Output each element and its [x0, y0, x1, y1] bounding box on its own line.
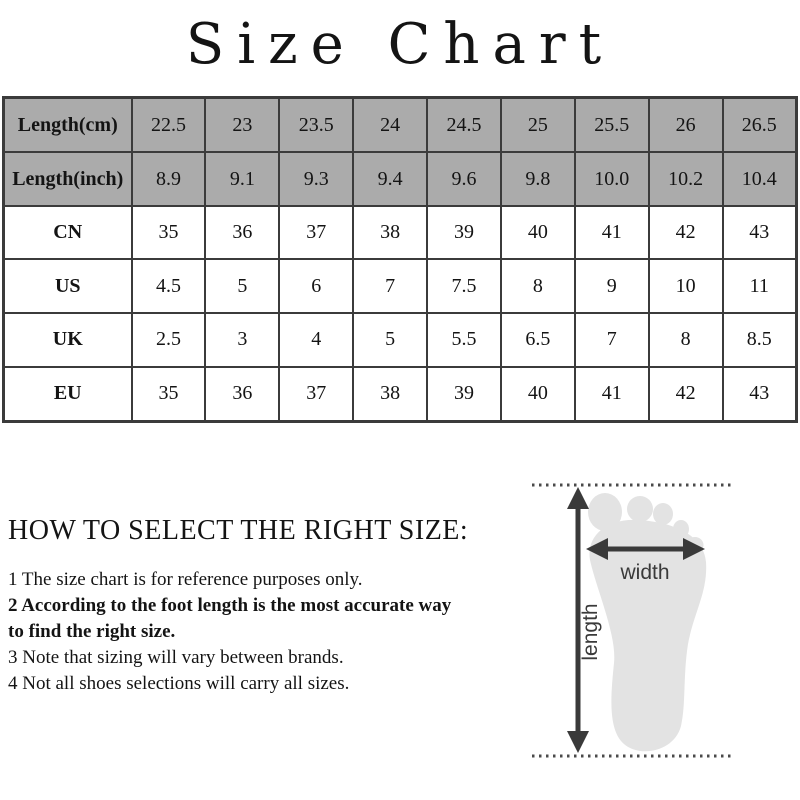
- size-cell: 24: [353, 98, 427, 153]
- table-row: [4, 259, 797, 313]
- size-cell: 10: [649, 259, 723, 313]
- size-table: [2, 96, 798, 423]
- howto-notes: [8, 567, 463, 697]
- size-cell: 7.5: [427, 259, 501, 313]
- size-cell: 5: [353, 313, 427, 367]
- width-label: width: [620, 561, 670, 584]
- length-label: length: [579, 603, 602, 661]
- size-cell: 3: [205, 313, 279, 367]
- size-cell: 40: [501, 367, 575, 422]
- size-cell: 40: [501, 206, 575, 260]
- howto-note: 2 According to the foot length is the most accurate way to find the right size.: [8, 595, 452, 642]
- size-cell: 8: [501, 259, 575, 313]
- size-cell: 42: [649, 206, 723, 260]
- size-cell: 9.4: [353, 152, 427, 206]
- size-cell: 7: [353, 259, 427, 313]
- table-row: [4, 313, 797, 367]
- size-cell: 43: [723, 367, 797, 422]
- size-cell: 25: [501, 98, 575, 153]
- size-cell: 5.5: [427, 313, 501, 367]
- size-cell: 10.2: [649, 152, 723, 206]
- row-header: Length(inch): [4, 152, 132, 206]
- size-cell: 35: [132, 367, 206, 422]
- size-cell: 36: [205, 206, 279, 260]
- size-cell: 22.5: [132, 98, 206, 153]
- size-cell: 5: [205, 259, 279, 313]
- size-cell: 7: [575, 313, 649, 367]
- size-cell: 6.5: [501, 313, 575, 367]
- size-table-body: [4, 98, 797, 422]
- row-header: US: [4, 259, 132, 313]
- size-cell: 9.6: [427, 152, 501, 206]
- size-cell: 26: [649, 98, 723, 153]
- size-cell: 10.4: [723, 152, 797, 206]
- size-cell: 42: [649, 367, 723, 422]
- size-cell: 25.5: [575, 98, 649, 153]
- size-cell: 43: [723, 206, 797, 260]
- size-cell: 9: [575, 259, 649, 313]
- size-cell: 4.5: [132, 259, 206, 313]
- howto-heading: HOW TO SELECT THE RIGHT SIZE:: [8, 515, 469, 546]
- size-cell: 35: [132, 206, 206, 260]
- table-row: [4, 367, 797, 422]
- row-header: UK: [4, 313, 132, 367]
- page-title: Size Chart: [185, 12, 615, 77]
- size-cell: 10.0: [575, 152, 649, 206]
- size-cell: 6: [279, 259, 353, 313]
- size-cell: 4: [279, 313, 353, 367]
- foot-measure-diagram: [520, 460, 800, 772]
- size-cell: 41: [575, 367, 649, 422]
- size-cell: 39: [427, 367, 501, 422]
- size-cell: 11: [723, 259, 797, 313]
- size-cell: 39: [427, 206, 501, 260]
- size-cell: 26.5: [723, 98, 797, 153]
- size-cell: 37: [279, 206, 353, 260]
- size-cell: 8.5: [723, 313, 797, 367]
- size-cell: 24.5: [427, 98, 501, 153]
- table-row: [4, 206, 797, 260]
- size-cell: 41: [575, 206, 649, 260]
- size-cell: 9.3: [279, 152, 353, 206]
- size-cell: 2.5: [132, 313, 206, 367]
- size-cell: 36: [205, 367, 279, 422]
- size-cell: 23.5: [279, 98, 353, 153]
- row-header: Length(cm): [4, 98, 132, 153]
- table-row: [4, 152, 797, 206]
- size-cell: 8: [649, 313, 723, 367]
- size-cell: 38: [353, 367, 427, 422]
- size-cell: 37: [279, 367, 353, 422]
- table-row: [4, 98, 797, 153]
- foot-diagram-graphic: [520, 460, 800, 772]
- size-cell: 23: [205, 98, 279, 153]
- size-cell: 9.8: [501, 152, 575, 206]
- howto-note: 4 Not all shoes selections will carry all sizes.: [8, 673, 350, 694]
- howto-note: 3 Note that sizing will vary between brands.: [8, 647, 344, 668]
- size-cell: 9.1: [205, 152, 279, 206]
- foot-outline: [588, 493, 706, 751]
- size-cell: 38: [353, 206, 427, 260]
- row-header: CN: [4, 206, 132, 260]
- howto-note: 1 The size chart is for reference purposes only.: [8, 569, 363, 590]
- size-cell: 8.9: [132, 152, 206, 206]
- row-header: EU: [4, 367, 132, 422]
